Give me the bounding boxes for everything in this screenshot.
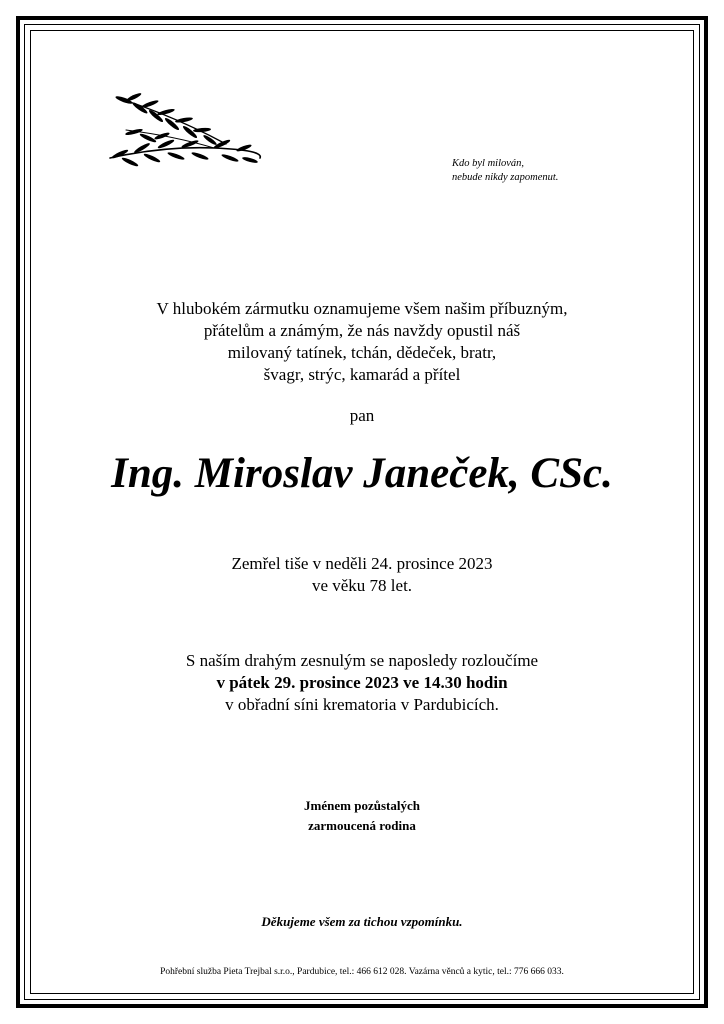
funeral-place: v obřadní síni krematoria v Pardubicích. (225, 695, 499, 714)
salutation: pan (349, 406, 375, 425)
funeral-info (40, 650, 684, 716)
funeral-line-1: S naším drahým zesnulým se naposledy rozloučíme (185, 651, 539, 670)
motto-line-1: Kdo byl milován, (452, 158, 525, 169)
thanks-note: Děkujeme všem za tichou vzpomínku. (261, 914, 463, 929)
family-line-1: Jménem pozůstalých (304, 798, 420, 813)
death-line-1: Zemřel tiše v neděli 24. prosince 2023 (231, 554, 493, 573)
family-line-2: zarmoucená rodina (308, 818, 416, 833)
intro-line-3: milovaný tatínek, tchán, dědeček, bratr, (227, 343, 497, 362)
intro-line-2: přátelům a známým, že nás navždy opustil náš (203, 321, 521, 340)
announcement-intro (40, 298, 684, 386)
footer-contact: Pohřební služba Pieta Trejbal s.r.o., Pardubice, tel.: 466 612 028. Vazárna věnců a kytic, tel.: 776 666 033. (160, 967, 564, 977)
death-info (40, 553, 684, 597)
funeral-date-time: v pátek 29. prosince 2023 ve 14.30 hodin (216, 673, 508, 692)
death-line-2: ve věku 78 let. (311, 576, 413, 595)
deceased-name: Ing. Miroslav Janeček, CSc. (111, 450, 613, 497)
family-signature (40, 796, 684, 836)
inner-border (30, 30, 694, 994)
intro-line-1: V hlubokém zármutku oznamujeme všem našim příbuzným, (156, 299, 568, 318)
motto (452, 157, 558, 185)
intro-line-4: švagr, strýc, kamarád a přítel (263, 365, 461, 384)
olive-branch-icon (104, 88, 264, 174)
motto-line-2: nebude nikdy zapomenut. (452, 172, 559, 183)
